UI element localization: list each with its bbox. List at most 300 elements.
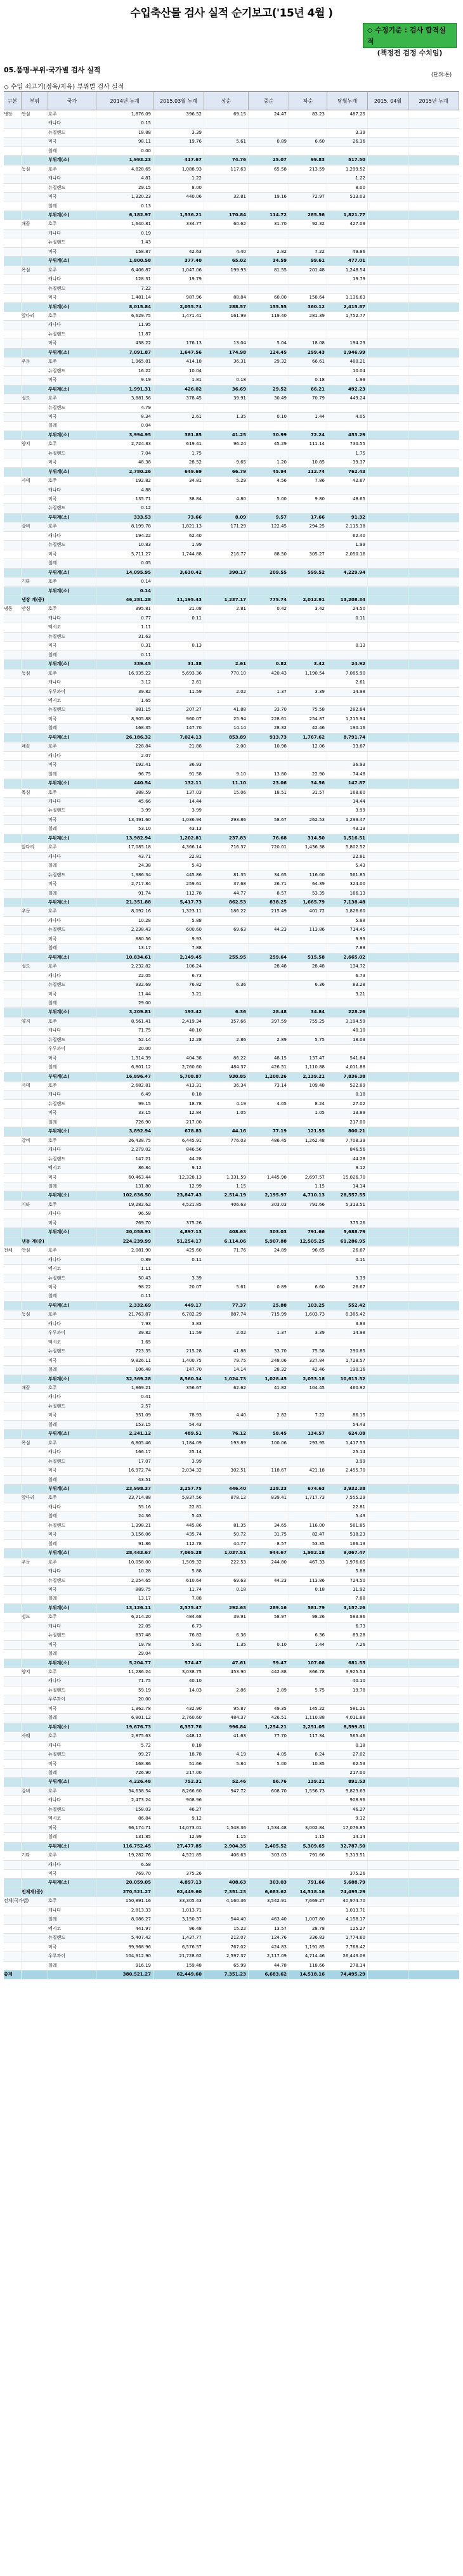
table-cell: 10.98	[249, 742, 289, 751]
table-cell: 미국	[48, 1283, 96, 1291]
table-row	[4, 349, 459, 358]
table-row	[4, 1742, 459, 1751]
table-cell-spacer	[368, 1705, 408, 1713]
table-cell	[204, 1742, 249, 1750]
table-cell: 259.61	[153, 880, 204, 888]
table-cell	[4, 138, 22, 146]
table-cell: 730.55	[327, 440, 368, 448]
table-cell: 449.24	[327, 394, 368, 403]
table-cell	[249, 853, 289, 861]
table-cell: 86.15	[327, 1411, 368, 1420]
table-cell: 86.84	[96, 1164, 153, 1172]
table-cell	[22, 1512, 48, 1520]
table-cell	[22, 1421, 48, 1429]
table-cell: 3.83	[327, 1320, 368, 1328]
table-cell	[327, 1338, 368, 1347]
table-cell-spacer	[368, 1091, 408, 1099]
table-cell	[4, 275, 22, 283]
table-cell: 1,036.94	[153, 816, 204, 824]
table-cell: 2,055.74	[153, 303, 204, 311]
table-cell-spacer	[368, 257, 408, 265]
table-cell	[22, 1824, 48, 1832]
table-cell: 5.75	[289, 1036, 327, 1044]
table-cell	[4, 1036, 22, 1044]
table-cell: 1,536.21	[153, 211, 204, 219]
table-cell: 6,683.62	[249, 1888, 289, 1896]
table-cell: 48.65	[327, 495, 368, 503]
table-cell	[22, 678, 48, 687]
table-cell	[289, 1210, 327, 1218]
table-cell: 3.42	[289, 605, 327, 613]
table-cell: 74,495.29	[327, 1971, 368, 1979]
table-cell: 캐나다	[48, 798, 96, 806]
table-cell	[289, 1567, 327, 1576]
table-cell	[249, 1146, 289, 1154]
table-cell: 멕시코	[48, 1338, 96, 1347]
table-cell	[22, 1778, 48, 1786]
table-cell: 5.84	[204, 1760, 249, 1768]
table-cell: 199.93	[204, 266, 249, 275]
criteria-line2: (책정전 검정 수치임)	[377, 49, 443, 57]
table-cell: 134.72	[327, 962, 368, 971]
table-cell: 26.67	[327, 1283, 368, 1291]
table-cell: 8.24	[289, 1751, 327, 1759]
table-cell: 404.38	[153, 1054, 204, 1063]
table-cell: 486.45	[249, 1137, 289, 1145]
table-cell	[249, 376, 289, 384]
table-cell: 2,724.83	[96, 440, 153, 448]
table-cell: 8,560.34	[153, 1375, 204, 1383]
table-cell	[289, 623, 327, 631]
table-cell	[4, 1842, 22, 1851]
table-cell	[204, 1045, 249, 1053]
table-cell	[4, 1393, 22, 1401]
table-cell	[22, 890, 48, 898]
table-cell	[22, 376, 48, 384]
table-cell-spacer	[368, 1191, 408, 1200]
table-cell: 117.34	[289, 1732, 327, 1740]
table-cell: 54.43	[327, 1421, 368, 1429]
table-cell	[249, 1274, 289, 1283]
table-cell: 채끝	[22, 742, 48, 751]
table-cell	[249, 1796, 289, 1804]
table-cell: 미국	[48, 550, 96, 559]
table-cell	[22, 898, 48, 907]
table-cell: 4,897.13	[153, 1228, 204, 1236]
table-cell	[22, 1861, 48, 1869]
table-cell-spacer	[368, 1732, 408, 1740]
table-cell: 부위계(소)	[48, 1073, 96, 1081]
table-cell: 6.73	[327, 972, 368, 980]
table-cell: 7.88	[327, 944, 368, 952]
table-row	[4, 1769, 459, 1778]
header-category: 구분	[4, 92, 22, 110]
table-cell: 1,744.88	[153, 550, 204, 559]
table-cell: 5,417.73	[153, 898, 204, 907]
table-cell	[4, 349, 22, 357]
table-cell: 427.09	[327, 220, 368, 228]
table-row	[4, 944, 459, 953]
table-cell: 22.81	[327, 853, 368, 861]
table-cell: 484.37	[204, 1063, 249, 1071]
table-cell: 1.99	[153, 541, 204, 549]
table-cell: 1.37	[249, 1329, 289, 1337]
table-cell-spacer	[368, 1567, 408, 1576]
table-cell: 12.28	[153, 1036, 204, 1044]
table-cell: 미국	[48, 1411, 96, 1420]
table-cell: 2,195.97	[249, 1191, 289, 1200]
table-cell	[153, 623, 204, 631]
table-cell: 6,629.75	[96, 312, 153, 320]
table-cell-spacer	[368, 1842, 408, 1851]
table-cell: 610.64	[153, 1577, 204, 1585]
table-cell	[204, 275, 249, 283]
table-cell	[4, 761, 22, 769]
table-cell	[4, 1384, 22, 1392]
table-cell	[22, 688, 48, 696]
table-cell: 뉴질랜드	[48, 450, 96, 458]
table-cell: 12.99	[153, 1182, 204, 1191]
table-cell: 2,455.70	[327, 1466, 368, 1475]
table-cell: 4,011.88	[327, 1063, 368, 1071]
table-cell: 168.35	[96, 724, 153, 732]
table-row	[4, 266, 459, 275]
table-cell: 432.90	[153, 1705, 204, 1713]
table-cell: 1,088.93	[153, 165, 204, 174]
table-cell: 40.10	[153, 1026, 204, 1035]
table-cell: 201.48	[289, 266, 327, 275]
table-cell	[4, 559, 22, 567]
table-cell: 1,603.73	[289, 1311, 327, 1319]
table-cell	[4, 285, 22, 293]
table-cell	[204, 1476, 249, 1484]
table-cell	[22, 1842, 48, 1851]
table-cell: 3,925.54	[327, 1668, 368, 1676]
table-cell-spacer	[368, 1219, 408, 1227]
table-cell	[204, 1265, 249, 1273]
table-cell	[204, 1155, 249, 1163]
table-row	[4, 1375, 459, 1384]
table-row	[4, 1888, 459, 1897]
table-cell: 18.88	[96, 129, 153, 137]
table-row	[4, 514, 459, 522]
table-cell: 83.28	[327, 981, 368, 989]
table-cell	[4, 734, 22, 742]
table-row	[4, 1861, 459, 1870]
table-cell: 양지	[22, 1018, 48, 1026]
table-cell: 3.99	[327, 1458, 368, 1466]
table-cell: 395.81	[96, 605, 153, 613]
table-cell	[289, 1595, 327, 1603]
table-cell: 44.28	[327, 1155, 368, 1163]
table-cell: 228.23	[249, 1485, 289, 1493]
table-cell: 166.13	[327, 890, 368, 898]
table-cell-spacer	[368, 220, 408, 228]
table-cell-spacer	[368, 660, 408, 668]
table-cell-spacer	[368, 1375, 408, 1383]
table-cell: 75.58	[289, 1347, 327, 1356]
table-cell: 762.43	[327, 468, 368, 476]
table-cell: 0.11	[153, 614, 204, 623]
table-cell: 2,238.43	[96, 926, 153, 934]
table-cell: 호주	[48, 1137, 96, 1145]
table-cell: 0.77	[96, 614, 153, 623]
table-cell-spacer	[368, 972, 408, 980]
table-cell: 215.28	[153, 1347, 204, 1356]
table-cell: 5.72	[96, 1742, 153, 1750]
table-cell: 부위계(소)	[48, 660, 96, 668]
table-row	[4, 1118, 459, 1127]
table-cell	[22, 1751, 48, 1759]
table-cell: 11,195.43	[153, 596, 204, 604]
table-cell: 0.18	[204, 376, 249, 384]
table-cell: 9.12	[327, 1815, 368, 1823]
table-cell	[4, 880, 22, 888]
table-cell	[204, 651, 249, 659]
table-cell: 2,473.24	[96, 1796, 153, 1804]
table-cell	[4, 1751, 22, 1759]
table-cell: 목심	[22, 266, 48, 275]
table-cell: 부위계(소)	[48, 514, 96, 522]
table-cell: 뉴질랜드	[48, 1934, 96, 1942]
table-cell: 292.63	[204, 1604, 249, 1612]
table-cell	[327, 238, 368, 247]
table-cell	[249, 578, 289, 586]
table-cell-spacer	[368, 321, 408, 329]
table-cell: 8,791.74	[327, 734, 368, 742]
table-cell: 4.56	[249, 477, 289, 485]
table-cell: 호주	[48, 1897, 96, 1905]
table-cell-spacer	[368, 477, 408, 485]
table-cell	[249, 1182, 289, 1191]
table-cell: 44.23	[249, 1577, 289, 1585]
table-cell: 4.19	[204, 1100, 249, 1108]
table-cell: 3.39	[327, 129, 368, 137]
table-cell	[4, 532, 22, 540]
table-cell	[204, 1219, 249, 1227]
table-cell	[327, 633, 368, 641]
table-cell: 등심	[22, 165, 48, 174]
table-cell	[249, 1870, 289, 1878]
table-cell: 75.58	[289, 706, 327, 714]
table-cell	[4, 1641, 22, 1649]
table-cell: 24.47	[249, 110, 289, 119]
table-cell	[249, 752, 289, 760]
table-cell	[249, 633, 289, 641]
table-cell: 866.78	[289, 1668, 327, 1676]
table-cell: 678.83	[153, 1127, 204, 1136]
table-cell: 145.22	[289, 1705, 327, 1713]
table-cell: 608.70	[249, 1787, 289, 1796]
table-cell: 1,556.73	[289, 1787, 327, 1796]
table-cell: 0.18	[289, 376, 327, 384]
table-cell: 4,160.36	[204, 1897, 249, 1905]
table-cell	[4, 999, 22, 1007]
table-row	[4, 495, 459, 504]
table-cell-spacer	[368, 1201, 408, 1209]
table-cell: 435.74	[153, 1531, 204, 1539]
table-cell	[22, 156, 48, 164]
table-cell: 1,386.34	[96, 871, 153, 879]
table-cell: 791.66	[289, 1201, 327, 1209]
table-cell: 34.84	[289, 1008, 327, 1016]
table-cell	[22, 779, 48, 787]
table-cell: 사태	[22, 477, 48, 485]
table-cell: 0.18	[289, 1586, 327, 1594]
table-cell	[22, 706, 48, 714]
table-cell: 5.88	[327, 917, 368, 925]
table-row	[4, 1219, 459, 1228]
table-cell: 칠레	[48, 890, 96, 898]
table-cell-spacer	[368, 431, 408, 439]
table-cell: 581.79	[289, 1604, 327, 1612]
table-cell: 32,787.50	[327, 1842, 368, 1851]
table-cell: 1,800.58	[96, 257, 153, 265]
table-cell	[153, 1292, 204, 1300]
table-cell	[4, 431, 22, 439]
table-cell	[249, 678, 289, 687]
table-cell: 뉴질랜드	[48, 1155, 96, 1163]
table-cell	[204, 1503, 249, 1511]
table-row	[4, 1613, 459, 1622]
table-cell: 4,714.46	[289, 1952, 327, 1960]
table-cell: 996.84	[204, 1723, 249, 1731]
table-cell	[249, 1338, 289, 1347]
table-cell: 3,038.75	[153, 1668, 204, 1676]
table-cell: 31.57	[289, 789, 327, 797]
table-cell	[249, 1458, 289, 1466]
table-cell-spacer	[368, 285, 408, 293]
table-cell	[4, 843, 22, 851]
table-cell: 0.10	[249, 413, 289, 421]
table-cell: 우루과이	[48, 1952, 96, 1960]
table-cell: 사태	[22, 1082, 48, 1090]
table-cell: 908.96	[153, 1796, 204, 1804]
table-cell: 칠레	[48, 724, 96, 732]
table-cell	[4, 1476, 22, 1484]
table-cell: 24.36	[96, 1512, 153, 1520]
table-cell	[327, 230, 368, 238]
table-row	[4, 1650, 459, 1659]
table-cell: 66.61	[289, 358, 327, 366]
table-cell: 8,015.84	[96, 303, 153, 311]
table-cell	[249, 559, 289, 567]
table-cell: 칠레	[48, 1540, 96, 1548]
table-cell	[4, 742, 22, 751]
table-cell: 캐나다	[48, 917, 96, 925]
table-cell: 174.98	[204, 349, 249, 357]
table-cell-spacer	[368, 898, 408, 907]
table-cell-spacer	[368, 394, 408, 403]
table-cell	[22, 1540, 48, 1548]
table-cell: 39.82	[96, 688, 153, 696]
table-cell	[22, 1742, 48, 1750]
table-row	[4, 596, 459, 605]
table-cell: 44.77	[204, 1540, 249, 1548]
table-cell: 102,636.50	[96, 1191, 153, 1200]
table-cell	[249, 450, 289, 458]
table-cell	[204, 184, 249, 192]
table-cell-spacer	[368, 522, 408, 531]
table-cell-spacer	[368, 1540, 408, 1548]
table-cell: 11.10	[204, 779, 249, 787]
table-cell	[22, 1522, 48, 1530]
table-cell: 82.47	[289, 1531, 327, 1539]
table-cell	[4, 1063, 22, 1071]
table-cell	[4, 1137, 22, 1145]
table-cell: 미국	[48, 1824, 96, 1832]
table-cell: 99.61	[289, 257, 327, 265]
table-cell: 15.22	[204, 1925, 249, 1933]
table-row	[4, 1109, 459, 1118]
table-cell-spacer	[368, 119, 408, 127]
table-cell: 캐나다	[48, 174, 96, 183]
table-cell	[153, 1650, 204, 1658]
table-cell: 1.35	[204, 413, 249, 421]
table-cell	[249, 1833, 289, 1841]
table-cell: 192.82	[96, 477, 153, 485]
table-cell: 846.56	[327, 1146, 368, 1154]
table-cell-spacer	[368, 688, 408, 696]
table-row	[4, 541, 459, 550]
table-cell	[4, 156, 22, 164]
table-cell: 769.70	[96, 1870, 153, 1878]
table-cell: 960.07	[153, 715, 204, 723]
table-cell: 1,993.23	[96, 156, 153, 164]
table-cell: 1,237.17	[204, 596, 249, 604]
table-cell: 설도	[22, 1613, 48, 1621]
table-cell	[327, 697, 368, 705]
table-cell	[22, 1631, 48, 1640]
table-cell: 미국	[48, 1943, 96, 1951]
table-cell: 390.17	[204, 569, 249, 577]
table-cell	[289, 1045, 327, 1053]
table-cell: 13,126.11	[96, 1604, 153, 1612]
table-cell: 기타	[22, 1851, 48, 1860]
table-cell-spacer	[368, 1036, 408, 1044]
table-cell: 부위계(소)	[48, 211, 96, 219]
table-cell: 408.63	[204, 1879, 249, 1887]
table-cell	[22, 1604, 48, 1612]
table-row	[4, 1238, 459, 1246]
table-cell	[204, 1622, 249, 1631]
table-cell	[22, 1806, 48, 1814]
table-cell: 7.22	[289, 1411, 327, 1420]
table-cell: 190.16	[327, 1366, 368, 1374]
table-cell	[22, 1531, 48, 1539]
table-cell: 1.65	[96, 697, 153, 705]
table-cell: 부위계(소)	[48, 734, 96, 742]
table-cell: 23,847.43	[153, 1191, 204, 1200]
table-cell	[22, 1577, 48, 1585]
table-cell: 31.70	[249, 220, 289, 228]
table-cell: 6.36	[289, 981, 327, 989]
table-cell	[4, 1695, 22, 1704]
table-cell: 1,826.60	[327, 907, 368, 916]
table-cell: 278.14	[327, 1962, 368, 1970]
table-cell: 16,972.74	[96, 1466, 153, 1475]
table-cell	[4, 1595, 22, 1603]
table-cell: 우둔	[22, 1558, 48, 1567]
table-cell	[249, 1320, 289, 1328]
table-cell: 262.53	[289, 816, 327, 824]
table-cell-spacer	[368, 1127, 408, 1136]
table-cell: 281.39	[289, 312, 327, 320]
table-cell	[289, 1256, 327, 1264]
table-cell: 43.13	[327, 825, 368, 833]
table-cell: 7,085.90	[327, 670, 368, 678]
table-cell: 2,760.60	[153, 1063, 204, 1071]
